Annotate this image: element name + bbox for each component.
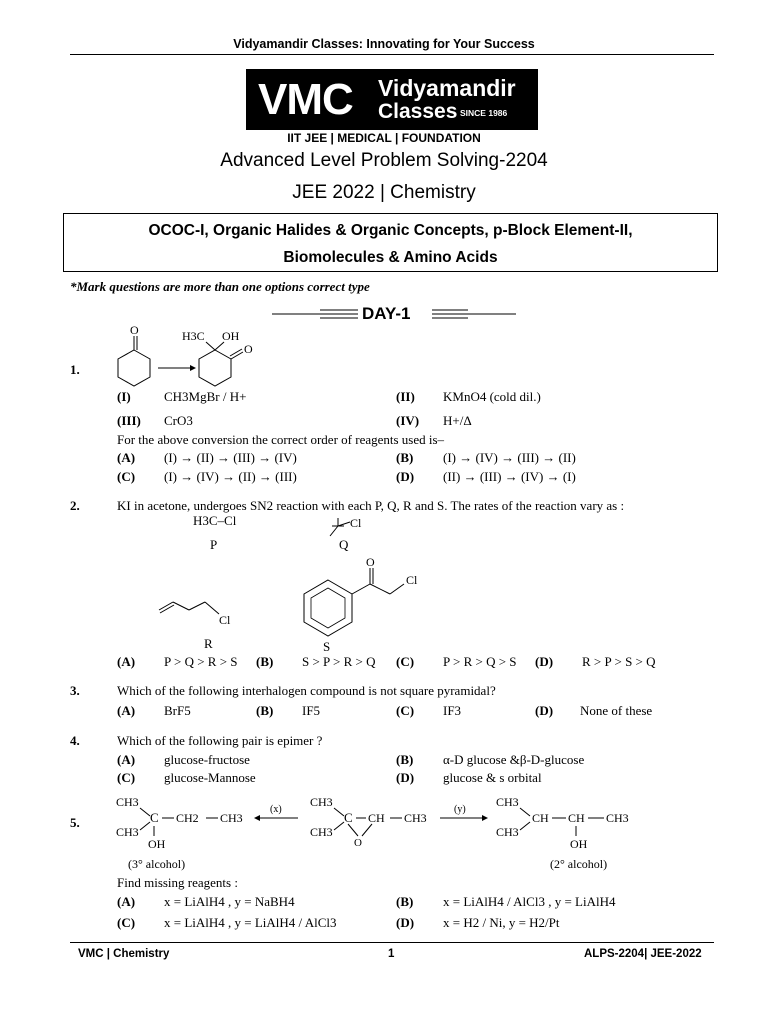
q3-option-text: IF5: [302, 703, 321, 718]
q5-ch: CH: [368, 811, 385, 825]
q2-structure-r: [155, 594, 235, 634]
q1-reagent-text: CH3MgBr / H+: [164, 389, 247, 404]
q5-number: 5.: [70, 815, 80, 830]
q1-reagent-text: CrO3: [164, 413, 193, 428]
q1-option-text: (I) → (IV) → (II) → (III): [164, 469, 297, 484]
q5-ch3: CH3: [116, 825, 139, 839]
q1-option-text: (I) → (II) → (III) → (IV): [164, 450, 297, 465]
q1-option-key: (B): [396, 450, 414, 465]
q1-reaction-scheme: [110, 322, 270, 388]
q1-o-label: O: [244, 342, 253, 356]
header-rule: [70, 54, 714, 55]
q1-ketone-o: O: [130, 323, 139, 337]
q1-option-key: (A): [117, 450, 136, 465]
q4-option-key: (D): [396, 770, 415, 785]
tagline: IIT JEE | MEDICAL | FOUNDATION: [287, 131, 481, 145]
q4-option-text: glucose-Mannose: [164, 770, 256, 785]
q1-reagent-key: (III): [117, 413, 141, 428]
q2-structure-s: [292, 558, 432, 648]
q5-ch: CH: [532, 811, 549, 825]
q2-s-cl: Cl: [406, 573, 418, 587]
footer-left: VMC | Chemistry: [78, 948, 170, 960]
page-title: Advanced Level Problem Solving-2204: [220, 150, 548, 171]
footer-rule: [70, 942, 714, 943]
day-label: DAY-1: [362, 304, 411, 323]
logo-since: SINCE 1986: [460, 108, 508, 118]
q3-stem: Which of the following interhalogen compound is not square pyramidal?: [117, 683, 496, 698]
q5-x: (x): [270, 804, 282, 815]
q3-option-text: BrF5: [164, 703, 191, 718]
q3-option-key: (B): [256, 703, 274, 718]
q5-option-key: (B): [396, 894, 414, 909]
q2-r-cl: Cl: [219, 613, 231, 627]
q5-c: C: [344, 810, 353, 825]
q5-secondary: (2° alcohol): [550, 857, 608, 871]
q5-ch3: CH3: [496, 795, 519, 809]
q4-number: 4.: [70, 733, 80, 748]
q2-s-o: O: [366, 558, 375, 569]
q5-stem: Find missing reagents :: [117, 875, 238, 890]
q1-oh-label: OH: [222, 329, 240, 343]
topics-box: [63, 213, 718, 272]
q3-option-key: (C): [396, 703, 415, 718]
q5-oh: OH: [148, 837, 166, 851]
q1-option-key: (C): [117, 469, 136, 484]
q2-option-text: P > R > Q > S: [443, 654, 517, 669]
q5-option-text: x = LiAlH4 / AlCl3 , y = LiAlH4: [443, 894, 616, 909]
q5-tertiary: (3° alcohol): [128, 857, 186, 871]
footer-page-number: 1: [388, 948, 395, 960]
q5-option-key: (D): [396, 915, 415, 930]
running-header: Vidyamandir Classes: Innovating for Your Success: [233, 37, 535, 51]
q2-p-formula: H3C–Cl: [193, 513, 237, 528]
logo-vmc-text: VMC: [258, 75, 353, 124]
q4-option-key: (A): [117, 752, 136, 767]
q2-label-r: R: [204, 636, 213, 651]
q5-option-text: x = H2 / Ni, y = H2/Pt: [443, 915, 560, 930]
q4-option-key: (C): [117, 770, 136, 785]
q2-option-key: (B): [256, 654, 274, 669]
q2-option-key: (C): [396, 654, 415, 669]
q5-ch3: CH3: [310, 795, 333, 809]
q5-option-key: (C): [117, 915, 136, 930]
q2-stem: KI in acetone, undergoes SN2 reaction with each P, Q, R and S. The rates of the reaction vary as :: [117, 498, 625, 513]
q1-option-text: (I) → (IV) → (III) → (II): [443, 450, 576, 465]
q5-option-text: x = LiAlH4 , y = LiAlH4 / AlCl3: [164, 915, 337, 930]
q1-stem: For the above conversion the correct order of reagents used is–: [117, 432, 445, 447]
topics-line1: OCOC-I, Organic Halides & Organic Concepts, p-Block Element-II,: [148, 222, 633, 239]
topics-line2: Biomolecules & Amino Acids: [283, 249, 498, 266]
q4-option-text: α-D glucose &β-D-glucose: [443, 752, 585, 767]
footer-right: ALPS-2204| JEE-2022: [584, 948, 702, 960]
q5-option-key: (A): [117, 894, 136, 909]
instruction-note: *Mark questions are more than one options correct type: [70, 279, 370, 294]
q1-number: 1.: [70, 362, 80, 377]
q4-option-text: glucose & s orbital: [443, 770, 542, 785]
q2-option-text: S > P > R > Q: [302, 654, 376, 669]
q5-c: C: [150, 810, 159, 825]
q1-reagent-text: KMnO4 (cold dil.): [443, 389, 541, 404]
q1-reagent-text: H+/Δ: [443, 413, 472, 428]
q1-reagent-key: (II): [396, 389, 415, 404]
q2-option-text: P > Q > R > S: [164, 654, 238, 669]
q2-number: 2.: [70, 498, 80, 513]
q4-option-key: (B): [396, 752, 414, 767]
q5-ch3: CH3: [606, 811, 629, 825]
q2-q-cl: Cl: [350, 516, 362, 530]
q2-option-key: (A): [117, 654, 136, 669]
q5-reaction-scheme: [110, 790, 650, 876]
q1-reagent-key: (IV): [396, 413, 420, 428]
q5-ch: CH: [568, 811, 585, 825]
q5-ch3: CH3: [116, 795, 139, 809]
q5-option-text: x = LiAlH4 , y = NaBH4: [164, 894, 295, 909]
q2-option-text: R > P > S > Q: [582, 654, 656, 669]
q1-option-key: (D): [396, 469, 415, 484]
q5-ch3: CH3: [404, 811, 427, 825]
q5-ch2: CH2: [176, 811, 199, 825]
logo-line2: Classes: [378, 100, 458, 123]
q1-option-text: (II) → (III) → (IV) → (I): [443, 469, 576, 484]
q3-option-text: IF3: [443, 703, 462, 718]
q5-o: O: [354, 837, 362, 849]
q3-number: 3.: [70, 683, 80, 698]
q5-ch3: CH3: [310, 825, 333, 839]
q2-label-q: Q: [339, 537, 349, 552]
q5-oh: OH: [570, 837, 588, 851]
q4-stem: Which of the following pair is epimer ?: [117, 733, 323, 748]
q3-option-key: (A): [117, 703, 136, 718]
q3-option-text: None of these: [580, 703, 653, 718]
q5-y: (y): [454, 804, 466, 815]
q2-label-p: P: [210, 537, 218, 552]
page-subtitle: JEE 2022 | Chemistry: [292, 182, 476, 203]
q1-reagent-key: (I): [117, 389, 131, 404]
q2-option-key: (D): [535, 654, 554, 669]
logo-line1: Vidyamandir: [378, 75, 516, 101]
q2-label-s: S: [323, 639, 331, 654]
q3-option-key: (D): [535, 703, 554, 718]
q4-option-text: glucose-fructose: [164, 752, 250, 767]
q5-ch3: CH3: [496, 825, 519, 839]
q1-ch3-label: H3C: [182, 329, 205, 343]
q5-ch3: CH3: [220, 811, 243, 825]
